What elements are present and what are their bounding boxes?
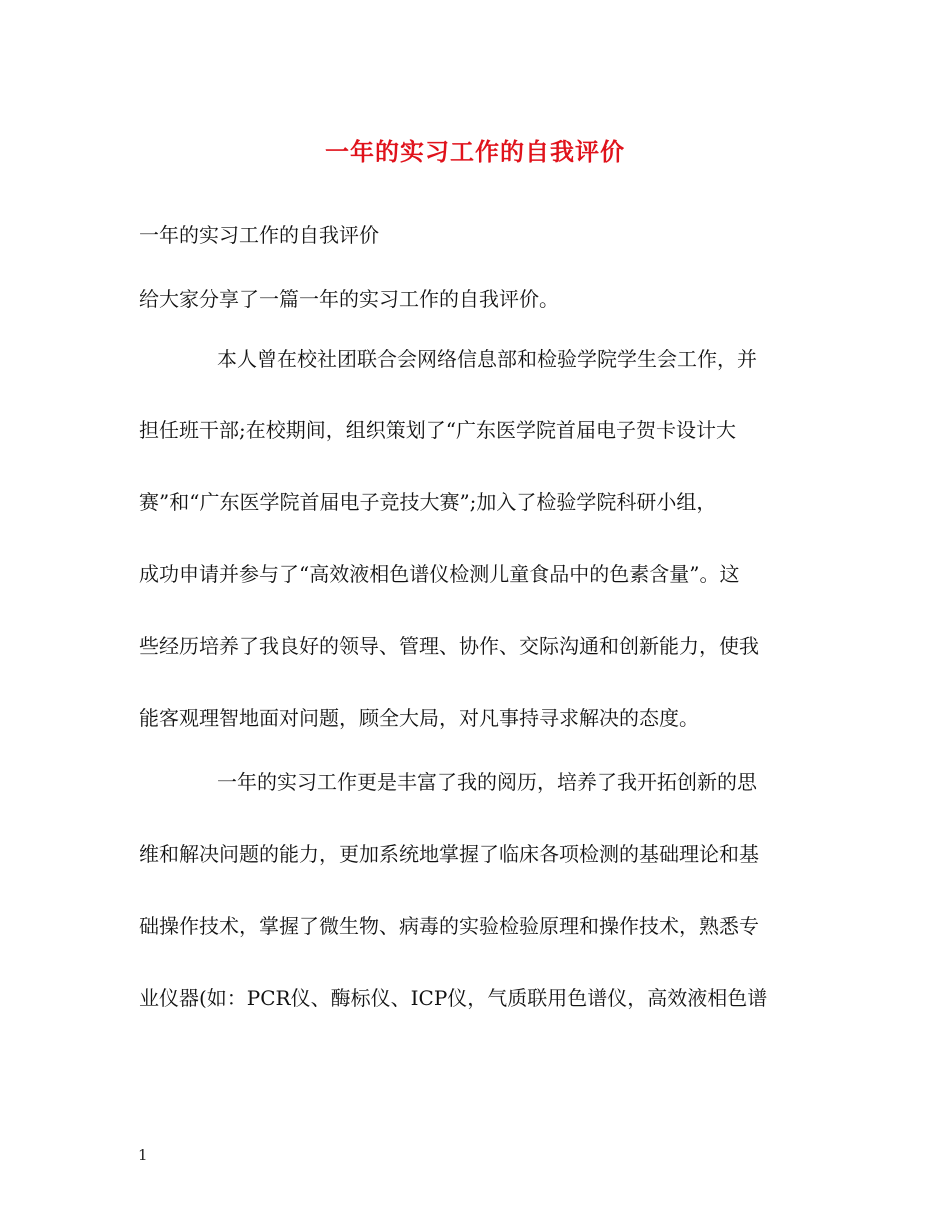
paragraph-2-line-3: 础操作技术，掌握了微生物、病毒的实验检验原理和操作技术，熟悉专 [139,914,759,938]
paragraph-1-line-3: 赛”和“广东医学院首届电子竞技大赛”;加入了检验学院科研小组， [139,490,717,514]
heading-line: 一年的实习工作的自我评价 [139,223,379,247]
paragraph-2-line-1: 一年的实习工作更是丰富了我的阅历，培养了我开拓创新的思 [217,770,757,794]
paragraph-1-line-4: 成功申请并参与了“高效液相色谱仪检测儿童食品中的色素含量”。这 [139,562,740,586]
intro-line: 给大家分享了一篇一年的实习工作的自我评价。 [139,287,559,311]
document-title: 一年的实习工作的自我评价 [325,137,625,166]
paragraph-1-line-1: 本人曾在校社团联合会网络信息部和检验学院学生会工作，并 [217,347,757,371]
paragraph-1-line-2: 担任班干部;在校期间，组织策划了“广东医学院首届电子贺卡设计大 [139,418,736,442]
paragraph-1-line-6: 能客观理智地面对问题，顾全大局，对凡事持寻求解决的态度。 [139,706,699,730]
paragraph-1-line-5: 些经历培养了我良好的领导、管理、协作、交际沟通和创新能力，使我 [139,634,759,658]
paragraph-2-line-4: 业仪器(如：PCR仪、酶标仪、ICP仪，气质联用色谱仪，高效液相色谱 [139,986,768,1010]
paragraph-2-line-2: 维和解决问题的能力，更加系统地掌握了临床各项检测的基础理论和基 [139,842,759,866]
page-number: 1 [138,1146,148,1164]
